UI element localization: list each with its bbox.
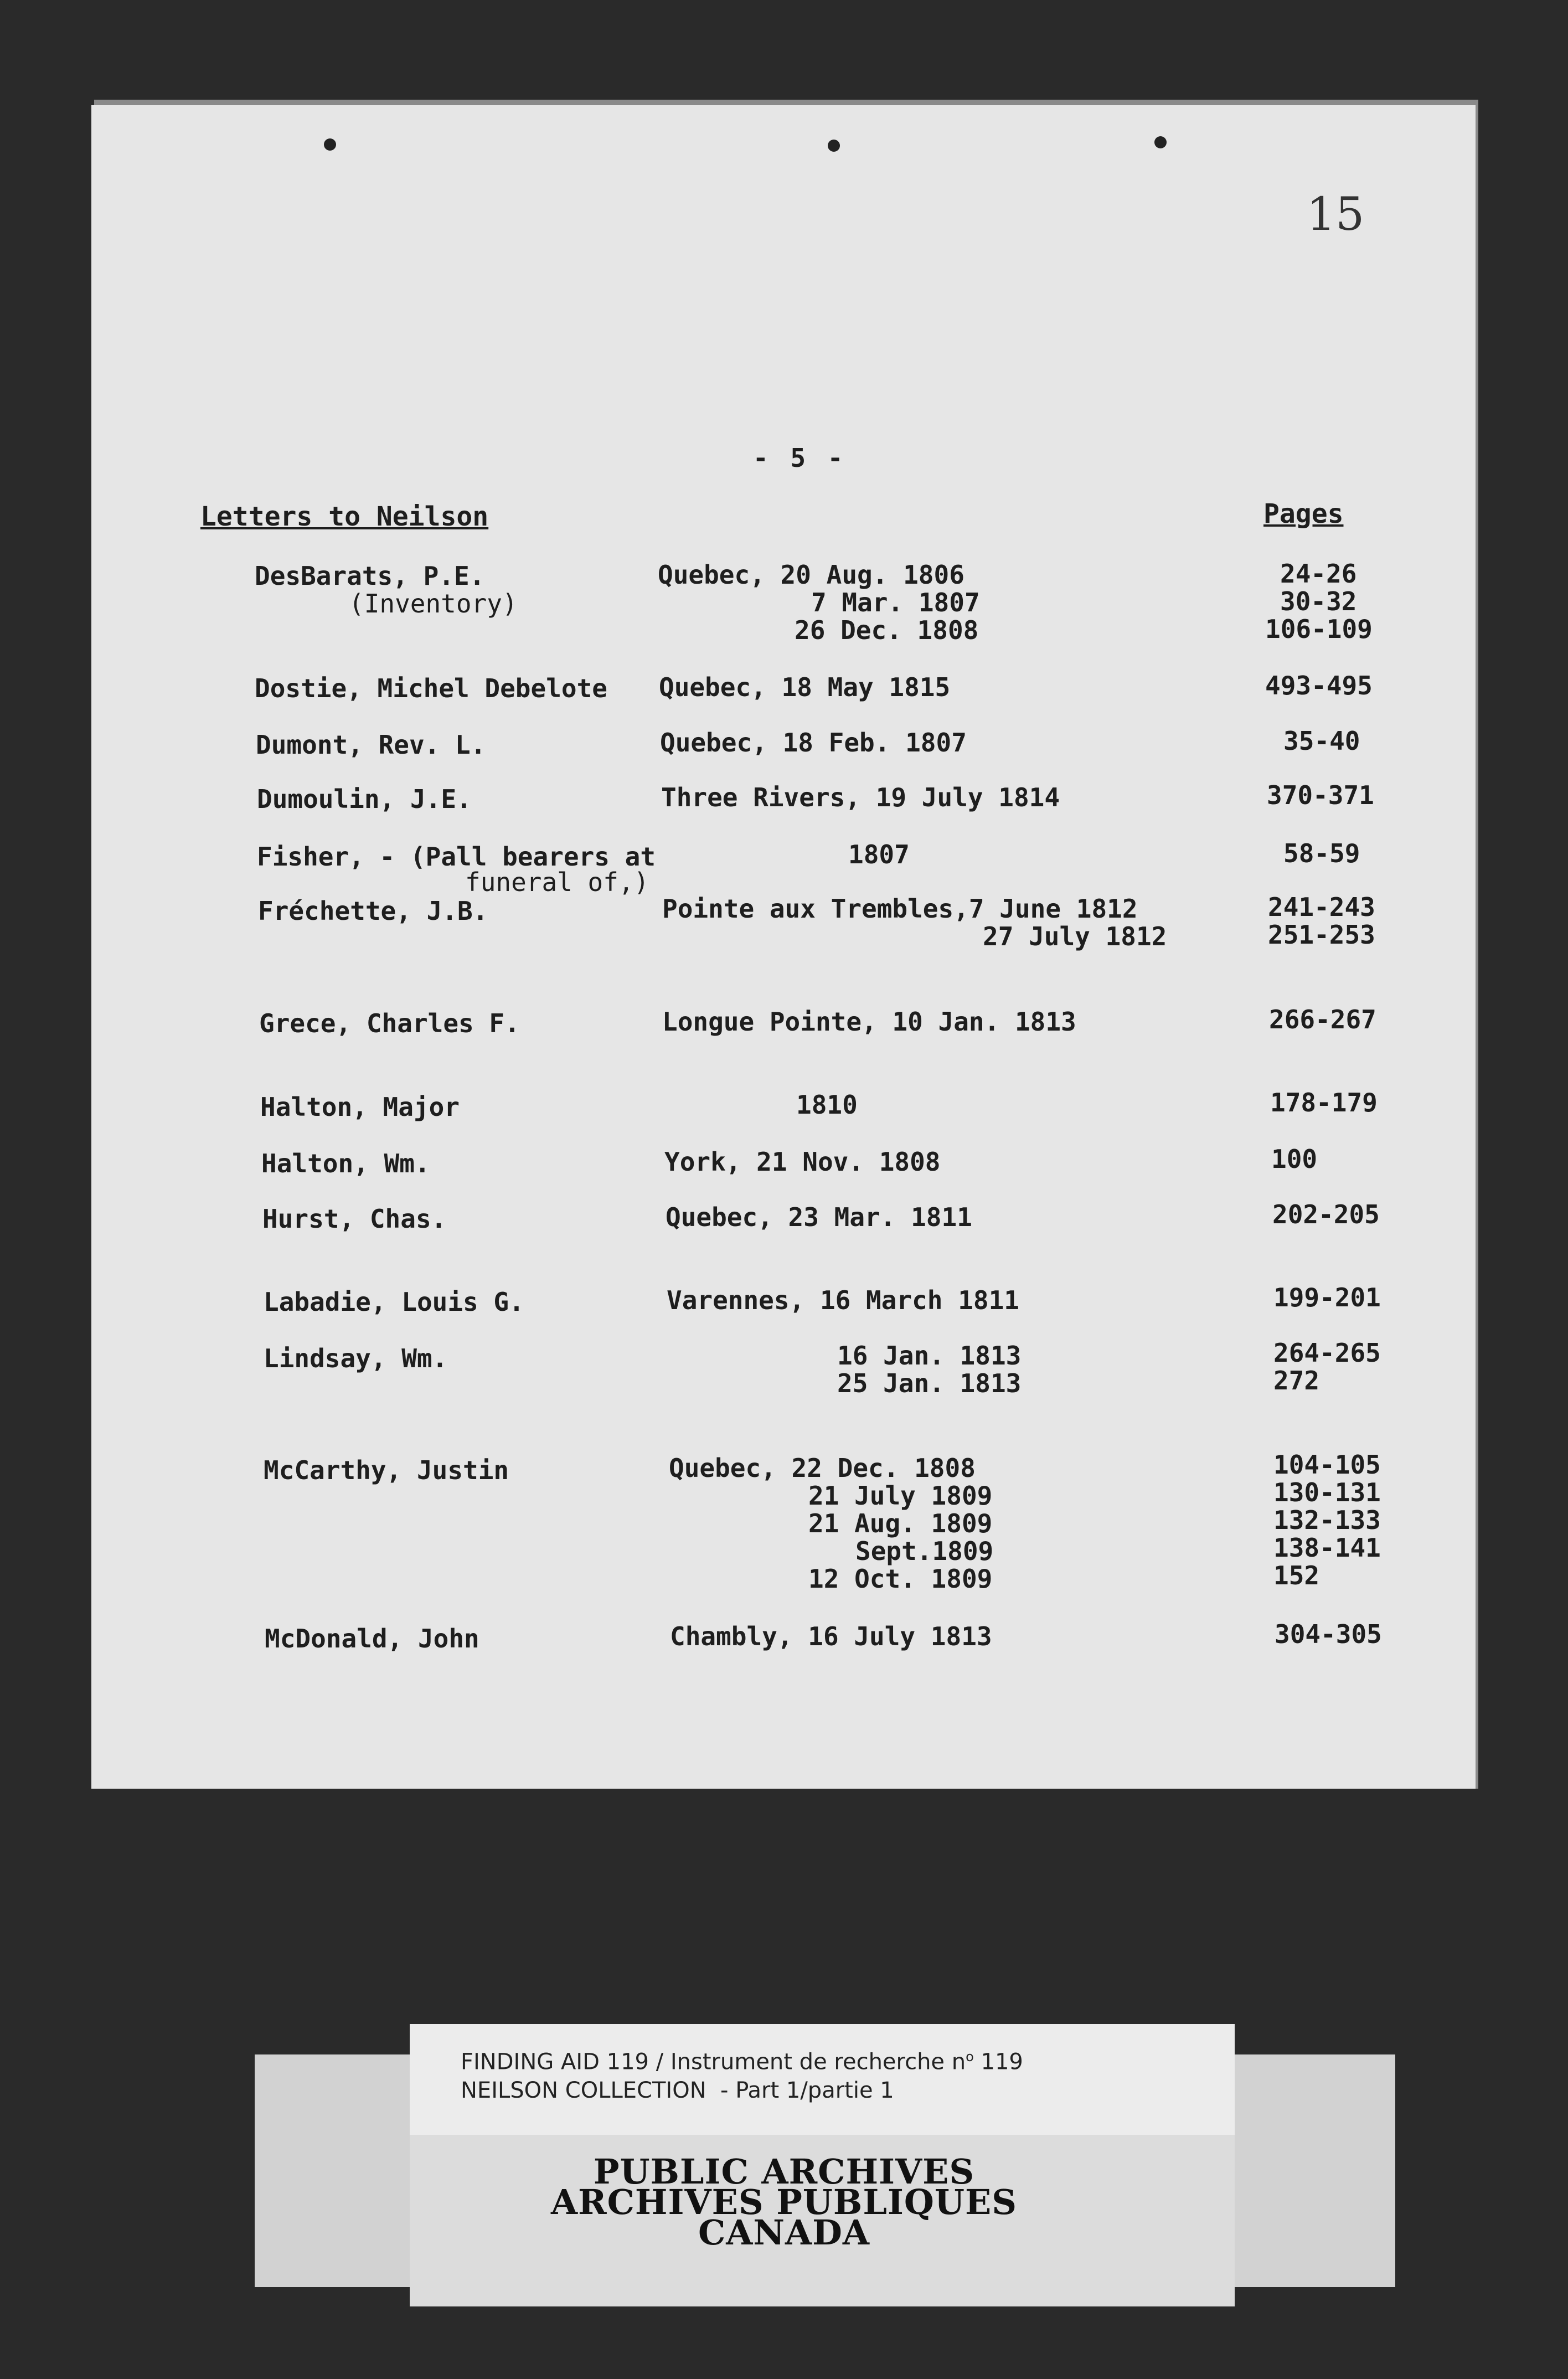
entry-place: Quebec, 22 Dec. 1808 bbox=[669, 1453, 976, 1483]
entry-place: Quebec, 23 Mar. 1811 bbox=[666, 1202, 972, 1232]
entry-place: Chambly, 16 July 1813 bbox=[670, 1621, 992, 1651]
entry-pages: 241-243 bbox=[1268, 892, 1375, 922]
entry-name: Dostie, Michel Debelote bbox=[255, 673, 607, 703]
page-title: Letters to Neilson bbox=[200, 501, 489, 532]
entry-place: Quebec, 20 Aug. 1806 bbox=[658, 560, 964, 590]
stamp-line-3: CANADA bbox=[698, 2212, 870, 2253]
entry-pages: 58-59 bbox=[1283, 838, 1360, 868]
entry-place: Pointe aux Trembles,7 June 1812 bbox=[662, 894, 1138, 924]
punch-hole bbox=[1154, 136, 1167, 148]
entry-name: Lindsay, Wm. bbox=[264, 1343, 448, 1373]
entry-place: 25 Jan. 1813 bbox=[837, 1368, 1022, 1398]
entry-pages: 152 bbox=[1273, 1561, 1320, 1590]
entry-name: DesBarats, P.E. bbox=[255, 561, 485, 591]
entry-name: Labadie, Louis G. bbox=[264, 1287, 524, 1317]
entry-pages: 130-131 bbox=[1273, 1477, 1381, 1507]
entry-place: 16 Jan. 1813 bbox=[837, 1341, 1022, 1371]
entry-name: Halton, Major bbox=[260, 1092, 460, 1122]
entry-name: McDonald, John bbox=[265, 1624, 479, 1654]
entry-pages: 199-201 bbox=[1273, 1283, 1381, 1312]
entry-pages: 493-495 bbox=[1265, 671, 1373, 701]
entry-pages: 35-40 bbox=[1283, 726, 1360, 756]
entry-name-note: (Inventory) bbox=[349, 589, 518, 619]
pages-column-header: Pages bbox=[1263, 498, 1344, 529]
section-marker: - 5 - bbox=[753, 443, 847, 473]
entry-pages: 202-205 bbox=[1272, 1199, 1380, 1229]
entry-name: Halton, Wm. bbox=[261, 1149, 430, 1178]
entry-place: 7 Mar. 1807 bbox=[811, 588, 980, 617]
entry-place: Three Rivers, 19 July 1814 bbox=[661, 782, 1060, 812]
entry-place: Varennes, 16 March 1811 bbox=[667, 1285, 1019, 1315]
entry-pages: 266-267 bbox=[1269, 1005, 1376, 1034]
entry-place: Quebec, 18 May 1815 bbox=[659, 672, 951, 702]
entry-place: 1807 bbox=[848, 840, 910, 869]
entry-pages: 304-305 bbox=[1275, 1619, 1382, 1649]
entry-pages: 104-105 bbox=[1273, 1450, 1381, 1480]
finding-aid-line1: FINDING AID 119 / Instrument de recherche $n^o$ 119 bbox=[461, 2049, 1023, 2075]
entry-pages: 138-141 bbox=[1273, 1533, 1381, 1563]
entry-name: Dumoulin, J.E. bbox=[257, 784, 472, 814]
entry-pages: 178-179 bbox=[1270, 1088, 1378, 1118]
entry-place: 26 Dec. 1808 bbox=[795, 615, 979, 645]
entry-pages: 30-32 bbox=[1280, 586, 1357, 616]
entry-pages: 100 bbox=[1271, 1144, 1318, 1174]
entry-place: Quebec, 18 Feb. 1807 bbox=[660, 728, 967, 758]
entry-pages: 24-26 bbox=[1280, 559, 1357, 589]
entry-place: Longue Pointe, 10 Jan. 1813 bbox=[662, 1007, 1076, 1037]
entry-place: 21 Aug. 1809 bbox=[808, 1508, 993, 1538]
entry-pages: 370-371 bbox=[1267, 780, 1374, 810]
entry-pages: 106-109 bbox=[1265, 614, 1373, 644]
entry-place: 21 July 1809 bbox=[808, 1481, 993, 1511]
entry-place: Sept.1809 bbox=[855, 1536, 994, 1566]
entry-pages: 132-133 bbox=[1273, 1505, 1381, 1535]
entry-place: 27 July 1812 bbox=[983, 921, 1167, 951]
entry-name: Hurst, Chas. bbox=[262, 1204, 447, 1234]
entry-place: York, 21 Nov. 1808 bbox=[664, 1147, 941, 1177]
entry-name-note: funeral of,) bbox=[465, 867, 649, 897]
stamp-line-1: PUBLIC ARCHIVES bbox=[593, 2151, 975, 2192]
page-number: 15 bbox=[1307, 188, 1365, 241]
finding-aid-line2: NEILSON COLLECTION - Part 1/partie 1 bbox=[461, 2078, 894, 2103]
entry-name: Fréchette, J.B. bbox=[258, 896, 488, 926]
entry-place: 1810 bbox=[796, 1090, 858, 1120]
entry-pages: 251-253 bbox=[1268, 920, 1375, 950]
entry-name: Grece, Charles F. bbox=[259, 1008, 520, 1038]
entry-pages: 264-265 bbox=[1273, 1338, 1381, 1368]
entry-name: Dumont, Rev. L. bbox=[256, 730, 486, 760]
stamp-line-2: ARCHIVES PUBLIQUES bbox=[550, 2182, 1018, 2222]
punch-hole bbox=[324, 138, 336, 151]
entry-place: 12 Oct. 1809 bbox=[808, 1564, 993, 1594]
entry-pages: 272 bbox=[1273, 1366, 1320, 1396]
punch-hole bbox=[828, 140, 840, 152]
entry-name: Fisher, - (Pall bearers at bbox=[257, 842, 656, 872]
entry-name: McCarthy, Justin bbox=[264, 1455, 509, 1485]
